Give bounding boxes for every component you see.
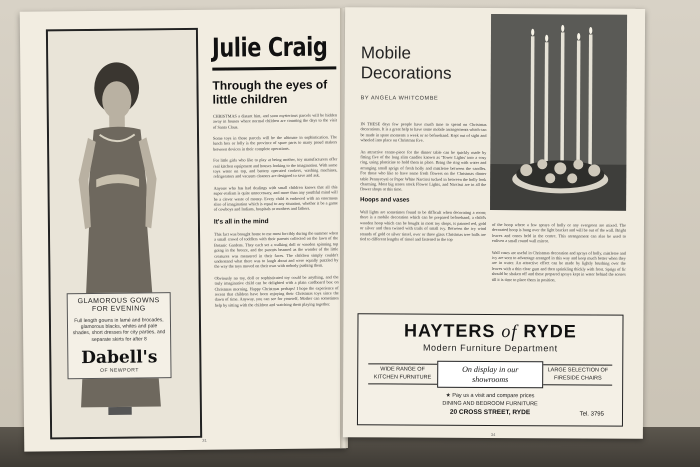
article-paragraph: of the hoop where a few sprays of holly or any evergreen are mixed. The decorated hoop is hung over the light bracket and will be out of the wall. Bright leaves and cones held in the centre. This arrangement can also be used to enliven a small round wall mirror.: [491, 221, 627, 244]
ad-copy-box: [67, 292, 172, 379]
article-paragraph: CHRISTMAS a distant hint, and soon mysterious parcels will be hidden away in houses where normal children are counting the days to the visit of Santa Claus.: [212, 112, 337, 130]
hayters-place: RYDE: [523, 321, 577, 342]
article-paragraph: An attractive centre-piece for the dinner table can be quickly made by fitting five of the long slim candles known as 'Tower Lights' into a cosy ring, using plasticine to hold them in place. Bring the ring with water and arranging small sprigs of fresh holly and mistletoe between the candles. For those who like to have some fresh flowers on the Christmas dinner table Pennyroyal or Paper White Narcissi tucked in between the holly look charming. Most big stores stock Flower Lights, and Narcissi are in all the flower shops at this time.: [360, 148, 487, 192]
article-paragraph: Some toys in those parcels will be the ultimate in sophistication. The lunch box or lolly is the province of spare parts to many proud makers between devices in their complete operations.: [213, 134, 338, 152]
article-paragraph: For little girls who like to play at being mother, toy manufacturers offer real kitchen equipment and houses looking to the imagination. With some toys water on top, and battery operated cookers, washing machines, refrigerators and vacuum cleaners are designed to save and ask.: [213, 156, 338, 180]
article-paragraph: Obviously no toy, doll or sophisticated toy could be anything, and the truly imaginative child can be delighted with a plain cardboard box on Christmas morning. Happy Christmas perhaps! I hope the experience of recent that children have been enjoying their Christmas toys since the dawn of time. Anyway, you can see for yourself, Mother can sometimes help by sitting with the children and watching them playing together.: [214, 274, 339, 308]
hayters-pay-visit: [358, 392, 622, 399]
hayters-chairs: LARGE SELECTION OF FIRESIDE CHAIRS: [543, 364, 612, 385]
article-paragraph: This fact was brought home to me most forcibly during the summer when a small crowd of toddlers with their parents collected on the lawn of the Botanic Gardens. They each set a walking doll or wooden spinning top going in the breeze, and the parents beamed as the wonder of the little creatures was measured in their faces. The children simply couldn't understand what there was to laugh about and were equally puzzled by the way the toys moved on their own with nobody pushing them.: [214, 230, 339, 269]
ad-body: Full length gowns in lamé and brocades, glamorous blacks, whites and pale shades, short dresses for city parties, and separate skirts for after 8: [72, 316, 166, 343]
hayters-feature-row: [368, 360, 612, 388]
hayters-title: [358, 320, 622, 342]
star-icon: ★: [445, 392, 451, 399]
byline: BY ANGELA WHITCOMBE: [360, 95, 439, 102]
hayters-kitchen: WIDE RANGE OF KITCHEN FURNITURE: [368, 364, 437, 385]
article-subhead: It's all in the mind: [213, 217, 269, 226]
article-paragraph: Anyone who has had dealings with small children knows that all this super-realism is quite unnecessary, and more than any youthful mind will be a clever waste of money. Every child is endowed with an enormous slice of imagination which is equal to any situation, whether it be a game of cowboys and Indians, hospitals or mothers and fathers.: [213, 184, 338, 213]
left-page: [20, 8, 347, 451]
article-subhead: Hoops and vases: [360, 197, 410, 204]
ad-headline: GLAMOROUS GOWNS FOR EVENING: [77, 297, 160, 314]
hayters-of: of: [501, 321, 518, 342]
article-paragraph: IN THESE days few people have much time to spend on Christmas decorations. It is a great help to have some mobile arrangements which can be made in spare moments a week or so beforehand. Kept out of sight and wheeled into place on Christmas Eve.: [360, 121, 487, 143]
dabells-advertisement: [46, 28, 202, 440]
hayters-dining: DINING AND BEDROOM FURNITURE: [442, 400, 538, 408]
article-column-2: [492, 216, 626, 283]
page-number: 31: [202, 437, 207, 443]
page-number: 34: [490, 431, 496, 438]
ad-location: OF NEWPORT: [100, 367, 139, 374]
article-paragraph: Wall lights are sometimes found to be difficult when decorating a room; there is a mobile decoration which can be prepared beforehand, a child's wooden hoop which can be bought in most toy shops, is painted red, gold or silver and then twined with trails of small ivy. Between the ivy wind strands of gold or silver tinsel, over or three glass Christmas tree balls are tied to different lengths of tinsel and fastened to the top: [359, 209, 487, 242]
author-heading: Julie Craig: [211, 32, 328, 64]
article-paragraph: Wall vases are useful in Christmas decoration and sprays of holly, mistletoe and ivy are seen to advantage arranged in this way and keep much better when they are in water. An attractive effect can be made by lightly brushing over the leaves with a thin clear gum and then sprinkling thickly with frost. Sprigs of fir should be shaken off and these prepared sprays kept in water behind the scenes till it is time to place them in position.: [491, 249, 626, 282]
hayters-name: HAYTERS: [404, 320, 496, 342]
hayters-subtitle: Modern Furniture Department: [422, 342, 558, 354]
article-headline: Through the eyes of little children: [212, 77, 328, 108]
candle-centrepiece-photo: [490, 14, 627, 211]
heading-rule: [212, 66, 336, 70]
hayters-display: On display in our showrooms: [437, 361, 544, 389]
ad-brand: Dabell's: [81, 347, 158, 368]
article-column-1: [360, 115, 487, 242]
title-line-2: Decorations: [360, 62, 452, 83]
hayters-telephone: Tel. 3795: [579, 411, 605, 418]
hayters-advertisement: [357, 313, 624, 426]
hayters-pay-text: Pay us a visit and compare prices: [452, 392, 535, 400]
article-title: [361, 43, 452, 83]
julie-craig-article: [212, 32, 339, 307]
hayters-address: 20 CROSS STREET, RYDE: [449, 408, 531, 417]
right-page: [343, 7, 645, 439]
title-line-1: Mobile: [360, 43, 412, 63]
